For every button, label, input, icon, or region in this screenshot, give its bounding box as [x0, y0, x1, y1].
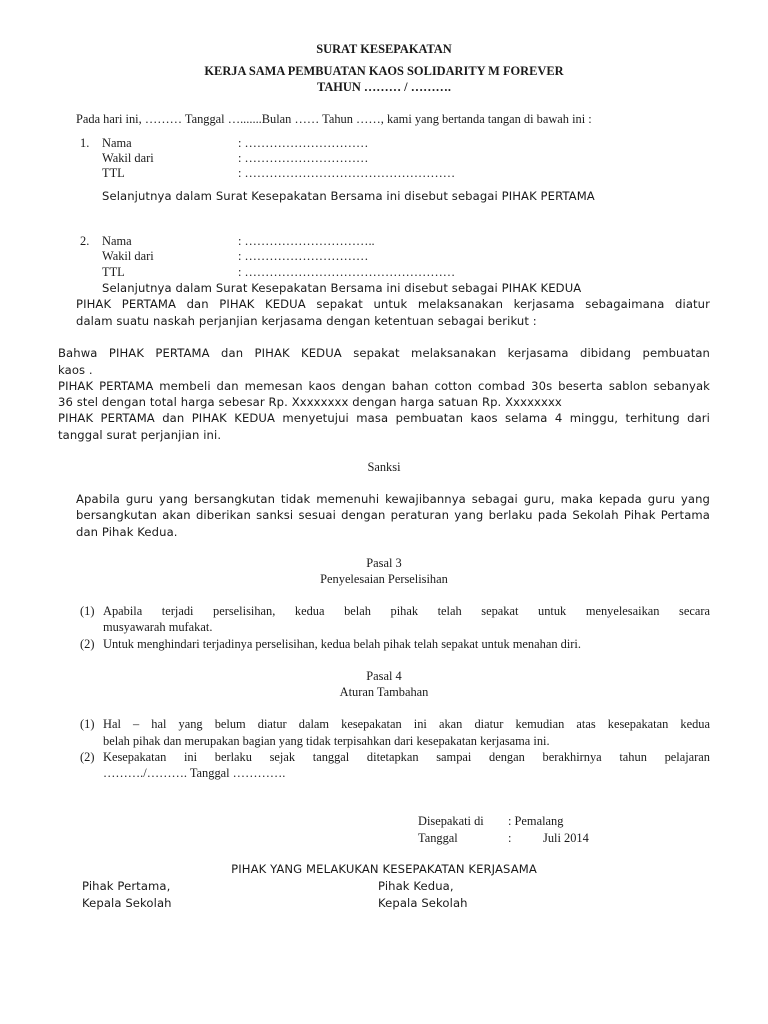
closing-date-value: Juli 2014: [543, 831, 589, 845]
pasal4-subheading: Aturan Tambahan: [339, 685, 429, 699]
document-year-line: TAHUN ……… / ……….: [316, 80, 451, 94]
terms-line-6: tanggal surat perjanjian ini.: [58, 428, 222, 442]
pasal4-item2-line-1: Kesepakatan ini berlaku sejak tanggal ditetapkan sampai dengan berakhirnya tahun pelajaran: [103, 750, 710, 764]
closing-place-value: : Pemalang: [508, 814, 564, 828]
agreement-line-2: dalam suatu naskah perjanjian kerjasama dengan ketentuan sebagai berikut :: [76, 314, 537, 328]
terms-line-4: 36 stel dengan total harga sebesar Rp. Xxxxxxxx dengan harga satuan Rp. Xxxxxxxx: [58, 395, 562, 409]
party2-wakil-label: Wakil dari: [102, 249, 154, 263]
party1-number: 1.: [80, 136, 90, 150]
sanksi-line-3: dan Pihak Kedua.: [76, 525, 178, 539]
signature-left-party: Pihak Pertama,: [82, 879, 171, 893]
agreement-line-1: PIHAK PERTAMA dan PIHAK KEDUA sepakat untuk melaksanakan kerjasama sebagaimana diatur: [76, 297, 710, 311]
intro-paragraph: Pada hari ini, ……… Tanggal ….......Bulan …… Tahun ……, kami yang bertanda tangan di bawah ini :: [76, 112, 592, 126]
party2-nama-value: : …………………………..: [238, 234, 375, 248]
party2-number: 2.: [80, 234, 90, 248]
party2-wakil-value: : …………………………: [238, 249, 369, 263]
closing-date-label: Tanggal: [418, 831, 458, 845]
document-title: SURAT KESEPAKATAN: [316, 42, 452, 56]
signature-right-role: Kepala Sekolah: [378, 896, 468, 910]
pasal3-item1-line-1: Apabila terjadi perselisihan, kedua belah pihak telah sepakat untuk menyelesaikan secara: [103, 604, 710, 618]
party1-wakil-value: : …………………………: [238, 151, 369, 165]
party2-ttl-value: : ……………………………………………: [238, 265, 456, 279]
terms-line-2: kaos .: [58, 363, 93, 377]
party1-ttl-label: TTL: [102, 166, 125, 180]
pasal4-item1-line-1: Hal – hal yang belum diatur dalam kesepakatan ini akan diatur kemudian atas kesepakatan kedua: [103, 717, 710, 731]
pasal3-subheading: Penyelesaian Perselisihan: [320, 572, 448, 586]
party2-ttl-label: TTL: [102, 265, 125, 279]
document-subtitle: KERJA SAMA PEMBUATAN KAOS SOLIDARITY M FOREVER: [204, 64, 564, 78]
party2-note: Selanjutnya dalam Surat Kesepakatan Bersama ini disebut sebagai PIHAK KEDUA: [102, 281, 582, 295]
terms-line-3: PIHAK PERTAMA membeli dan memesan kaos dengan bahan cotton combad 30s beserta sablon sebanyak: [58, 379, 710, 393]
terms-line-5: PIHAK PERTAMA dan PIHAK KEDUA menyetujui masa pembuatan kaos selama 4 minggu, terhitung dari: [58, 411, 710, 425]
signature-left-role: Kepala Sekolah: [82, 896, 172, 910]
closing-place-label: Disepakati di: [418, 814, 484, 828]
party1-nama-label: Nama: [102, 136, 132, 150]
closing-date-colon: :: [508, 831, 512, 845]
pasal4-item1-line-2: belah pihak dan merupakan bagian yang tidak terpisahkan dari kesepakatan kerjasama ini.: [103, 734, 550, 748]
party1-note: Selanjutnya dalam Surat Kesepakatan Bersama ini disebut sebagai PIHAK PERTAMA: [102, 189, 595, 203]
pasal4-item1-number: (1): [80, 717, 95, 731]
pasal4-item2-number: (2): [80, 750, 95, 764]
party1-wakil-label: Wakil dari: [102, 151, 154, 165]
pasal3-item2-line-1: Untuk menghindari terjadinya perselisihan, kedua belah pihak telah sepakat untuk menahan diri.: [103, 637, 581, 651]
terms-line-1: Bahwa PIHAK PERTAMA dan PIHAK KEDUA sepakat melaksanakan kerjasama dibidang pembuatan: [58, 346, 710, 360]
pasal4-item2-line-2: ………./………. Tanggal ………….: [103, 766, 286, 780]
pasal3-item2-number: (2): [80, 637, 95, 651]
sanksi-line-1: Apabila guru yang bersangkutan tidak memenuhi kewajibannya sebagai guru, maka kepada guru yang: [76, 492, 710, 506]
sanksi-heading: Sanksi: [367, 460, 401, 474]
signature-right-party: Pihak Kedua,: [378, 879, 454, 893]
pasal3-heading: Pasal 3: [366, 556, 402, 570]
pasal3-item1-line-2: musyawarah mufakat.: [103, 620, 213, 634]
party1-nama-value: : …………………………: [238, 136, 369, 150]
pasal3-item1-number: (1): [80, 604, 95, 618]
party2-nama-label: Nama: [102, 234, 132, 248]
sanksi-line-2: bersangkutan akan diberikan sanksi sesuai dengan peraturan yang berlaku pada Sekolah Pihak Pertama: [76, 508, 710, 522]
signatures-heading: PIHAK YANG MELAKUKAN KESEPAKATAN KERJASAMA: [231, 862, 537, 876]
pasal4-heading: Pasal 4: [366, 669, 402, 683]
party1-ttl-value: : ……………………………………………: [238, 166, 456, 180]
